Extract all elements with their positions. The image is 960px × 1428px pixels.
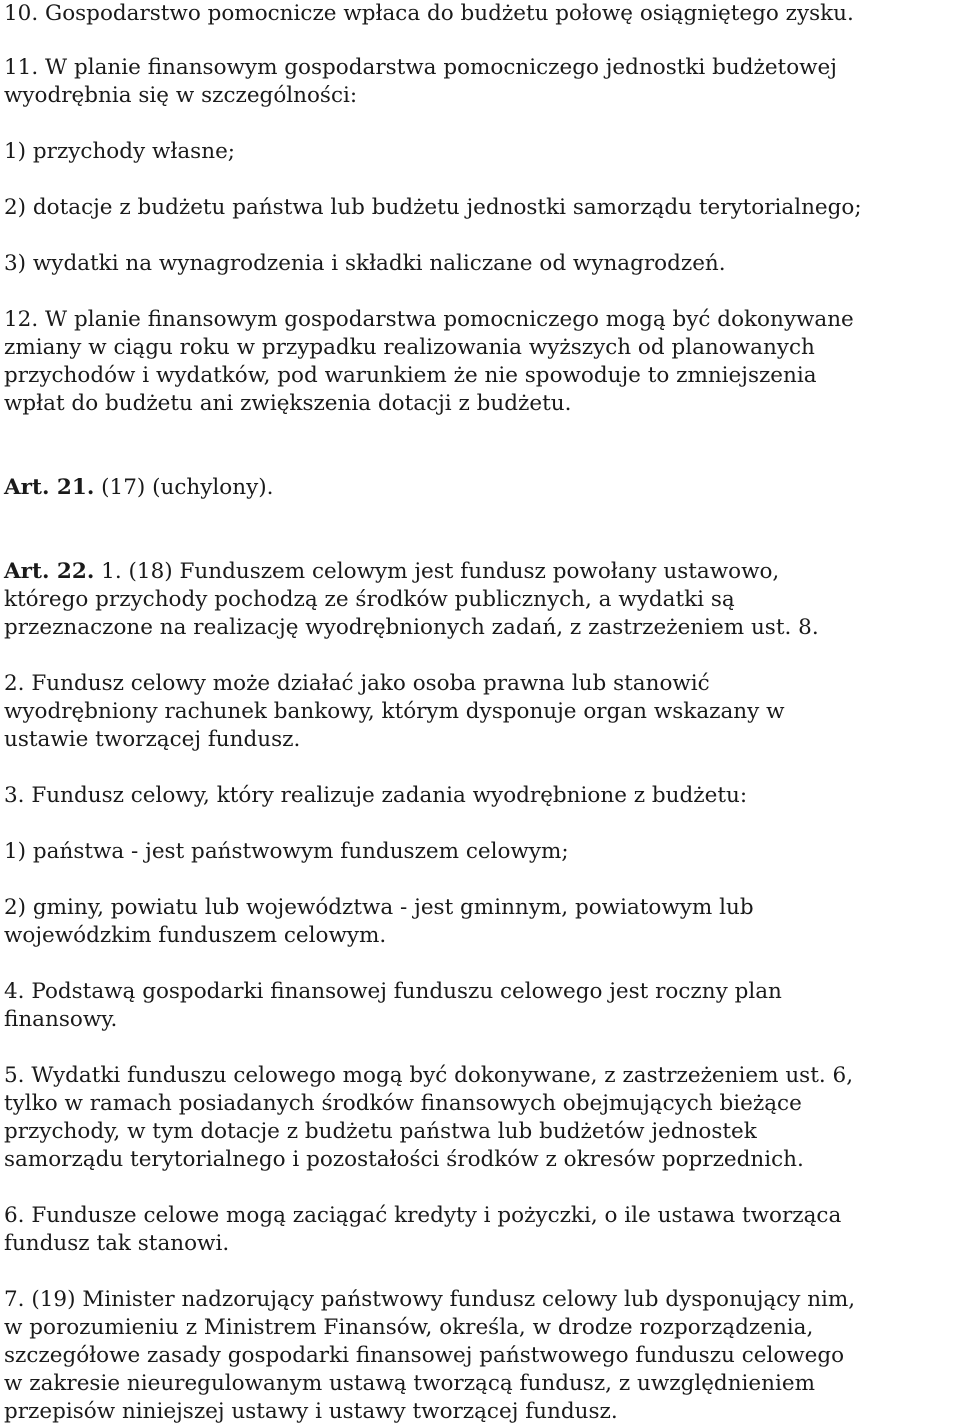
article-text: (17) (uchylony). [94, 475, 274, 500]
text-line: 12. W planie finansowym gospodarstwa pomocniczego mogą być dokonywane [4, 307, 854, 332]
list-item-panstwa [4, 838, 569, 866]
list-item-wydatki [4, 250, 726, 278]
text-line: 6. Fundusze celowe mogą zaciągać kredyty i pożyczki, o ile ustawa tworząca [4, 1203, 842, 1228]
text-line: wyodrębniony rachunek bankowy, którym dysponuje organ wskazany w [4, 699, 785, 724]
text-line: przeznaczone na realizację wyodrębnionych zadań, z zastrzeżeniem ust. 8. [4, 615, 819, 640]
text-line: 2) gminy, powiatu lub województwa - jest gminnym, powiatowym lub [4, 895, 754, 920]
text-line: zmiany w ciągu roku w przypadku realizowania wyższych od planowanych [4, 335, 815, 360]
text-line: tylko w ramach posiadanych środków finansowych obejmujących bieżące [4, 1091, 802, 1116]
list-item-gminy [4, 894, 754, 950]
article-number: Art. 22. [4, 559, 95, 584]
text-line: 3. Fundusz celowy, który realizuje zadania wyodrębnione z budżetu: [4, 783, 748, 808]
text-line: fundusz tak stanowi. [4, 1231, 230, 1256]
text-line: wyodrębnia się w szczególności: [4, 83, 358, 108]
text-line: szczegółowe zasady gospodarki finansowej państwowego funduszu celowego [4, 1343, 845, 1368]
text-line [4, 558, 819, 586]
text-line: finansowy. [4, 1007, 118, 1032]
text-line [4, 474, 273, 502]
text-line: ustawie tworzącej fundusz. [4, 727, 301, 752]
text-line: 3) wydatki na wynagrodzenia i składki naliczane od wynagrodzeń. [4, 251, 726, 276]
article-22-ust-4 [4, 978, 782, 1034]
article-22-ust-3 [4, 782, 747, 810]
article-22-ust-7 [4, 1286, 855, 1426]
text-line: którego przychody pochodzą ze środków publicznych, a wydatki są [4, 587, 735, 612]
article-22-ust-5 [4, 1062, 853, 1174]
paragraph-12 [4, 306, 854, 418]
list-item-przychody [4, 138, 235, 166]
list-item-dotacje [4, 194, 862, 222]
text-line: 1) państwa - jest państwowym funduszem celowym; [4, 839, 569, 864]
text-line: wpłat do budżetu ani zwiększenia dotacji z budżetu. [4, 391, 572, 416]
article-21 [4, 474, 273, 502]
article-22-ust-1 [4, 558, 819, 642]
article-number: Art. 21. [4, 475, 95, 500]
article-22-ust-6 [4, 1202, 841, 1258]
paragraph-11 [4, 54, 837, 110]
text-line: wojewódzkim funduszem celowym. [4, 923, 387, 948]
article-22-ust-2 [4, 670, 785, 754]
text-line: w zakresie nieuregulowanym ustawą tworzącą fundusz, z uwzględnieniem [4, 1371, 815, 1396]
text-line: w porozumieniu z Ministrem Finansów, określa, w drodze rozporządzenia, [4, 1315, 814, 1340]
text-line: 11. W planie finansowym gospodarstwa pomocniczego jednostki budżetowej [4, 55, 837, 80]
text-line: przychody, w tym dotacje z budżetu państwa lub budżetów jednostek [4, 1119, 757, 1144]
text-line: 2. Fundusz celowy może działać jako osoba prawna lub stanowić [4, 671, 710, 696]
text-line: 7. (19) Minister nadzorujący państwowy fundusz celowy lub dysponujący nim, [4, 1287, 856, 1312]
text-line: 5. Wydatki funduszu celowego mogą być dokonywane, z zastrzeżeniem ust. 6, [4, 1063, 854, 1088]
text-line: samorządu terytorialnego i pozostałości środków z okresów poprzednich. [4, 1147, 804, 1172]
text-line: 2) dotacje z budżetu państwa lub budżetu jednostki samorządu terytorialnego; [4, 195, 862, 220]
text-line: 4. Podstawą gospodarki finansowej funduszu celowego jest roczny plan [4, 979, 782, 1004]
article-text: 1. (18) Funduszem celowym jest fundusz powołany ustawowo, [94, 559, 780, 584]
text-line: 1) przychody własne; [4, 139, 236, 164]
text-line: przepisów niniejszej ustawy i ustawy tworzącej fundusz. [4, 1399, 618, 1424]
text-line: przychodów i wydatków, pod warunkiem że nie spowoduje to zmniejszenia [4, 363, 817, 388]
text-line: 10. Gospodarstwo pomocnicze wpłaca do budżetu połowę osiągniętego zysku. [4, 1, 854, 26]
paragraph-10 [4, 0, 854, 28]
